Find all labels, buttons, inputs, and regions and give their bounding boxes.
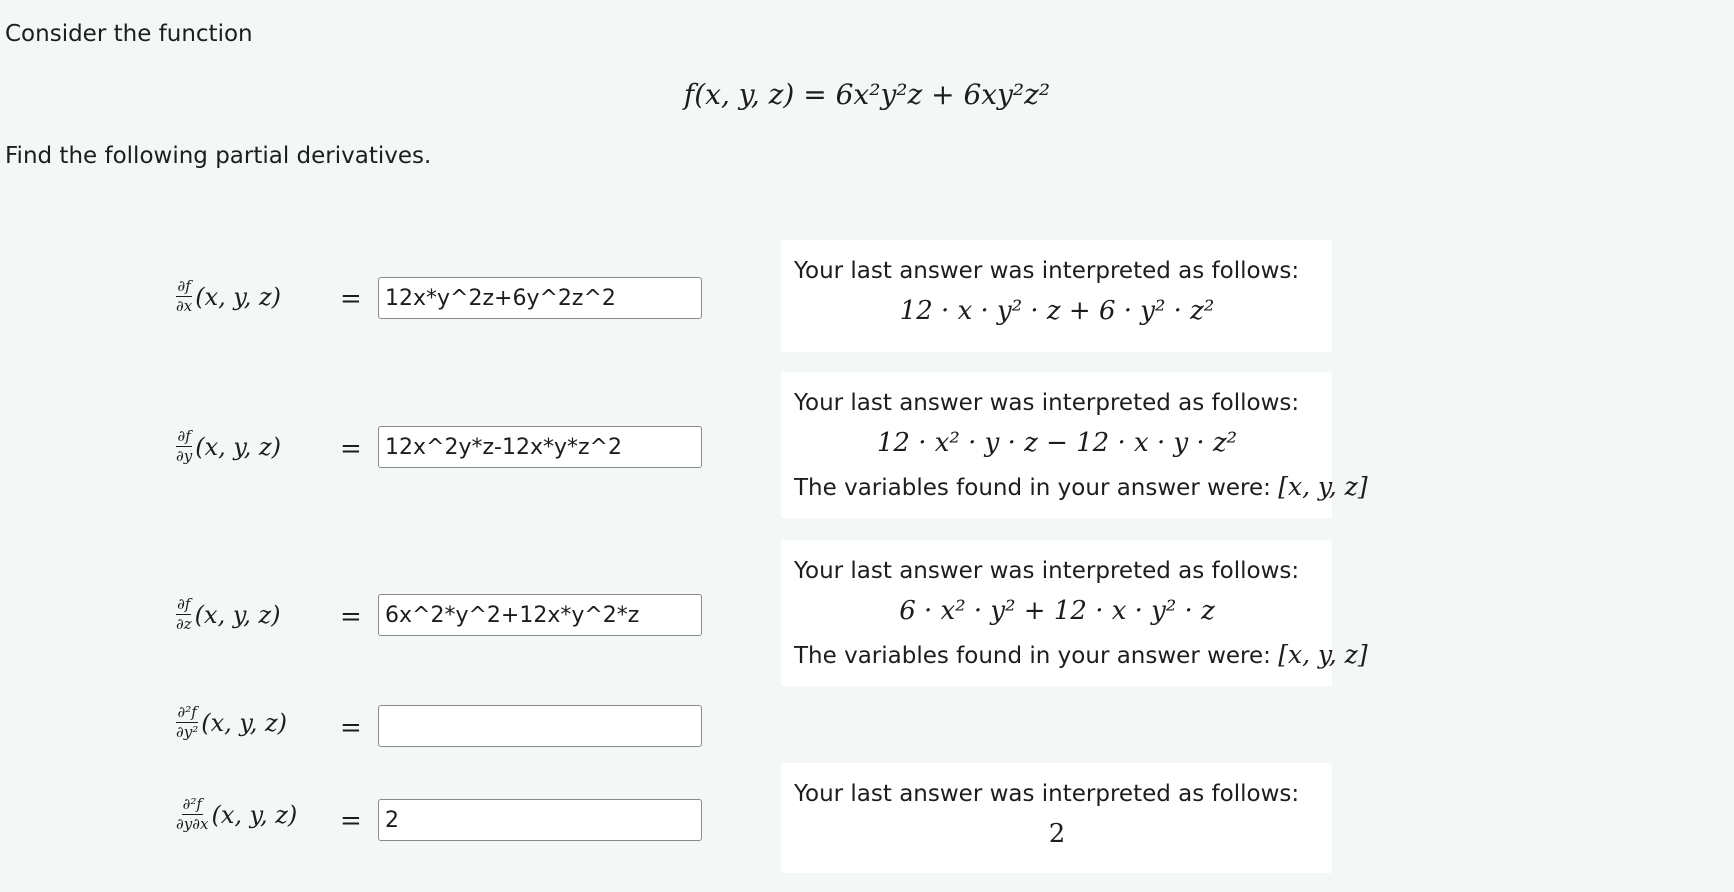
derivative-label-dfdy: $\frac{\partial f}{\partial y}$ (x, y, z) [176, 427, 282, 465]
equals-sign: = [340, 806, 362, 836]
answer-input-dfdx[interactable] [378, 277, 702, 319]
feedback-interpretation: 2 [1048, 819, 1066, 849]
feedback-panel-dfdx [781, 240, 1332, 352]
feedback-heading: Your last answer was interpreted as follows: [794, 258, 1300, 284]
function-rhs: 6x²y²z + 6xy²z² [835, 78, 1051, 111]
feedback-panel-d2fdydx [781, 763, 1332, 873]
answer-input-d2fdy2[interactable] [378, 705, 702, 747]
function-definition: f(x, y, z) = 6x²y²z + 6xy²z² [683, 78, 1051, 111]
answer-input-dfdy[interactable] [378, 426, 702, 468]
equals-sign: = [340, 602, 362, 632]
feedback-interpretation: 12 · x² · y · z − 12 · x · y · z² [876, 428, 1238, 458]
feedback-interpretation: 12 · x · y² · z + 6 · y² · z² [899, 296, 1215, 326]
equals-sign: = [340, 713, 362, 743]
feedback-interpretation: 6 · x² · y² + 12 · x · y² · z [899, 596, 1215, 626]
feedback-panel-dfdy [781, 372, 1368, 518]
equals-sign: = [340, 434, 362, 464]
answer-input-d2fdydx[interactable] [378, 799, 702, 841]
variables-list: [x, y, z] [1278, 640, 1368, 669]
answer-input-dfdz[interactable] [378, 594, 702, 636]
derivative-label-d2fdydx: $\frac{\text{∂²f}}{\partial y\partial x}$ (x, y, z) [176, 795, 298, 833]
variables-label: The variables found in your answer were: [794, 475, 1271, 501]
feedback-panel-dfdz [781, 540, 1368, 686]
derivative-label-dfdz: $\frac{\partial f}{\partial z}$ (x, y, z) [176, 595, 281, 633]
variables-label: The variables found in your answer were: [794, 643, 1271, 669]
equals-sign: = [340, 284, 362, 314]
feedback-heading: Your last answer was interpreted as follows: [794, 781, 1300, 807]
derivative-label-d2fdy2: $\frac{\text{∂²f}}{\text{∂y²}}$ (x, y, z) [176, 703, 288, 741]
feedback-heading: Your last answer was interpreted as follows: [794, 390, 1300, 416]
variables-list: [x, y, z] [1278, 472, 1368, 501]
instruction-text: Find the following partial derivatives. [5, 143, 432, 169]
feedback-heading: Your last answer was interpreted as follows: [794, 558, 1300, 584]
intro-text: Consider the function [5, 21, 253, 47]
function-lhs: f(x, y, z) [683, 78, 795, 111]
derivative-label-dfdx: $\frac{\partial f}{\partial x}$ (x, y, z) [176, 277, 282, 315]
